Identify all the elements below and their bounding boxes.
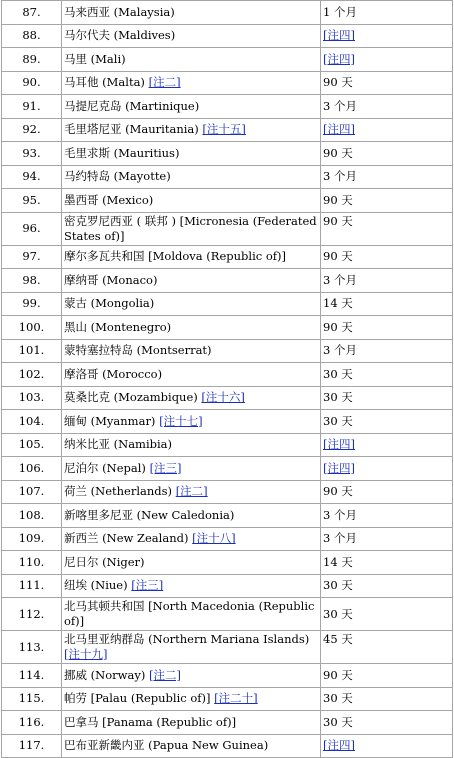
row-number: 115. [1,688,62,712]
stay-cell [321,434,453,458]
table-row [1,598,453,631]
stay-duration: 3 个月 [323,508,357,522]
table-row [1,434,453,458]
country-cell [62,434,321,458]
stay-duration: 3 个月 [323,99,357,113]
stay-cell [321,575,453,599]
country-name: 黑山 (Montenegro) [64,320,171,334]
stay-cell [321,387,453,411]
stay-cell [321,316,453,340]
country-name: 摩纳哥 (Monaco) [64,273,157,287]
country-cell [62,575,321,599]
stay-cell [321,95,453,119]
row-number: 100. [1,316,62,340]
stay-cell [321,166,453,190]
table-row [1,504,453,528]
country-cell [62,246,321,270]
footnote-link[interactable]: [注二] [149,75,181,89]
table-row [1,631,453,664]
row-number: 92. [1,119,62,143]
country-name: 巴布亚新畿内亚 (Papua New Guinea) [64,738,268,752]
country-name: 纽埃 (Niue) [64,578,131,592]
stay-cell [321,25,453,49]
stay-cell [321,340,453,364]
stay-footnote-link[interactable]: [注四] [323,28,355,42]
visa-free-countries-table [1,0,453,758]
stay-cell [321,142,453,166]
stay-cell [321,664,453,688]
country-cell [62,95,321,119]
table-row [1,0,453,25]
stay-duration: 90 天 [323,484,353,498]
country-cell [62,189,321,213]
country-name: 马耳他 (Malta) [64,75,149,89]
row-number: 113. [1,631,62,664]
stay-cell [321,551,453,575]
country-name: 马里 (Mali) [64,52,126,66]
country-name: 新喀里多尼亚 (New Caledonia) [64,508,234,522]
table-row [1,95,453,119]
stay-duration: 3 个月 [323,169,357,183]
stay-cell [321,48,453,72]
country-name: 马来西亚 (Malaysia) [64,5,175,19]
country-cell [62,387,321,411]
footnote-link[interactable]: [注二十] [214,691,257,705]
table-row [1,293,453,317]
row-number: 106. [1,457,62,481]
stay-footnote-link[interactable]: [注四] [323,461,355,475]
row-number: 94. [1,166,62,190]
country-cell [62,119,321,143]
country-cell [62,269,321,293]
stay-cell [321,119,453,143]
country-name: 北马其顿共和国 [North Macedonia (Republic of)] [64,599,314,628]
stay-duration: 14 天 [323,555,353,569]
stay-duration: 90 天 [323,146,353,160]
table-row [1,481,453,505]
table-row [1,340,453,364]
country-name: 马尔代夫 (Maldives) [64,28,175,42]
country-cell [62,457,321,481]
stay-duration: 90 天 [323,320,353,334]
country-name: 莫桑比克 (Mozambique) [64,390,201,404]
row-number: 98. [1,269,62,293]
row-number: 96. [1,213,62,246]
row-number: 103. [1,387,62,411]
footnote-link[interactable]: [注三] [150,461,182,475]
stay-cell [321,0,453,25]
country-cell [62,598,321,631]
stay-duration: 90 天 [323,75,353,89]
stay-duration: 90 天 [323,214,353,228]
stay-cell [321,72,453,96]
stay-cell [321,598,453,631]
country-cell [62,25,321,49]
country-cell [62,363,321,387]
table-row [1,688,453,712]
table-row [1,119,453,143]
stay-footnote-link[interactable]: [注四] [323,122,355,136]
country-name: 挪威 (Norway) [64,668,149,682]
row-number: 110. [1,551,62,575]
country-cell [62,481,321,505]
country-name: 尼日尔 (Niger) [64,555,145,569]
row-number: 109. [1,528,62,552]
country-cell [62,316,321,340]
table-row [1,246,453,270]
country-cell [62,664,321,688]
row-number: 91. [1,95,62,119]
stay-duration: 30 天 [323,390,353,404]
row-number: 101. [1,340,62,364]
country-name: 蒙古 (Mongolia) [64,296,154,310]
footnote-link[interactable]: [注十八] [192,531,235,545]
stay-duration: 14 天 [323,296,353,310]
country-name: 帕劳 [Palau (Republic of)] [64,691,214,705]
footnote-link[interactable]: [注二] [176,484,208,498]
table-row [1,711,453,735]
row-number: 95. [1,189,62,213]
table-row [1,166,453,190]
country-name: 巴拿马 [Panama (Republic of)] [64,715,236,729]
row-number: 93. [1,142,62,166]
country-cell [62,504,321,528]
country-cell [62,551,321,575]
country-name: 尼泊尔 (Nepal) [64,461,150,475]
country-cell [62,166,321,190]
stay-duration: 45 天 [323,632,353,646]
row-number: 104. [1,410,62,434]
stay-cell [321,189,453,213]
stay-footnote-link[interactable]: [注四] [323,738,355,752]
country-name: 马提尼克岛 (Martinique) [64,99,199,113]
country-cell [62,711,321,735]
stay-cell [321,631,453,664]
row-number: 116. [1,711,62,735]
country-cell [62,72,321,96]
stay-cell [321,269,453,293]
country-cell [62,0,321,25]
table-row [1,142,453,166]
row-number: 90. [1,72,62,96]
country-cell [62,213,321,246]
stay-duration: 30 天 [323,715,353,729]
country-name: 摩洛哥 (Morocco) [64,367,162,381]
table-row [1,664,453,688]
country-name: 墨西哥 (Mexico) [64,193,153,207]
stay-duration: 30 天 [323,578,353,592]
row-number: 114. [1,664,62,688]
stay-duration: 30 天 [323,414,353,428]
country-name: 密克罗尼西亚 ( 联邦 ) [Micronesia (Federated States of)] [64,214,317,243]
row-number: 89. [1,48,62,72]
stay-duration: 90 天 [323,193,353,207]
table-row [1,48,453,72]
country-cell [62,48,321,72]
country-name: 毛里塔尼亚 (Mauritania) [64,122,202,136]
stay-cell [321,504,453,528]
country-name: 毛里求斯 (Mauritius) [64,146,179,160]
country-cell [62,631,321,664]
footnote-link[interactable]: [注三] [131,578,163,592]
table-row [1,72,453,96]
footnote-link[interactable]: [注十六] [201,390,244,404]
stay-cell [321,246,453,270]
country-name: 缅甸 (Myanmar) [64,414,159,428]
stay-duration: 90 天 [323,668,353,682]
row-number: 102. [1,363,62,387]
stay-duration: 90 天 [323,249,353,263]
row-number: 117. [1,735,62,758]
table-row [1,363,453,387]
stay-cell [321,481,453,505]
row-number: 112. [1,598,62,631]
stay-cell [321,293,453,317]
stay-duration: 1 个月 [323,5,357,19]
stay-cell [321,735,453,758]
country-cell [62,340,321,364]
row-number: 105. [1,434,62,458]
country-cell [62,142,321,166]
stay-duration: 3 个月 [323,531,357,545]
country-name: 新西兰 (New Zealand) [64,531,192,545]
row-number: 97. [1,246,62,270]
stay-duration: 30 天 [323,691,353,705]
country-cell [62,293,321,317]
country-cell [62,688,321,712]
country-name: 北马里亚纳群岛 (Northern Mariana Islands) [64,632,309,646]
stay-cell [321,528,453,552]
table-row [1,189,453,213]
row-number: 107. [1,481,62,505]
footnote-link[interactable]: [注十五] [202,122,245,136]
stay-duration: 30 天 [323,367,353,381]
stay-cell [321,457,453,481]
table-row [1,575,453,599]
footnote-link[interactable]: [注十七] [159,414,202,428]
country-cell [62,410,321,434]
country-name: 蒙特塞拉特岛 (Montserrat) [64,343,212,357]
country-name: 摩尔多瓦共和国 [Moldova (Republic of)] [64,249,286,263]
footnote-link[interactable]: [注二] [149,668,181,682]
country-cell [62,528,321,552]
stay-cell [321,410,453,434]
table-row [1,457,453,481]
country-name: 荷兰 (Netherlands) [64,484,176,498]
stay-duration: 3 个月 [323,343,357,357]
country-name: 纳米比亚 (Namibia) [64,437,172,451]
stay-footnote-link[interactable]: [注四] [323,437,355,451]
row-number: 88. [1,25,62,49]
table-row [1,269,453,293]
stay-footnote-link[interactable]: [注四] [323,52,355,66]
stay-duration: 30 天 [323,607,353,621]
row-number: 111. [1,575,62,599]
table-row [1,316,453,340]
table-row [1,735,453,758]
row-number: 87. [1,0,62,25]
stay-cell [321,711,453,735]
table-row [1,387,453,411]
table-row [1,551,453,575]
stay-cell [321,688,453,712]
row-number: 99. [1,293,62,317]
table-row [1,213,453,246]
stay-cell [321,213,453,246]
stay-cell [321,363,453,387]
table-row [1,25,453,49]
country-cell [62,735,321,758]
table-body [1,0,453,758]
footnote-link[interactable]: [注十九] [64,647,107,661]
stay-duration: 3 个月 [323,273,357,287]
row-number: 108. [1,504,62,528]
table-row [1,410,453,434]
country-name: 马约特岛 (Mayotte) [64,169,171,183]
table-row [1,528,453,552]
